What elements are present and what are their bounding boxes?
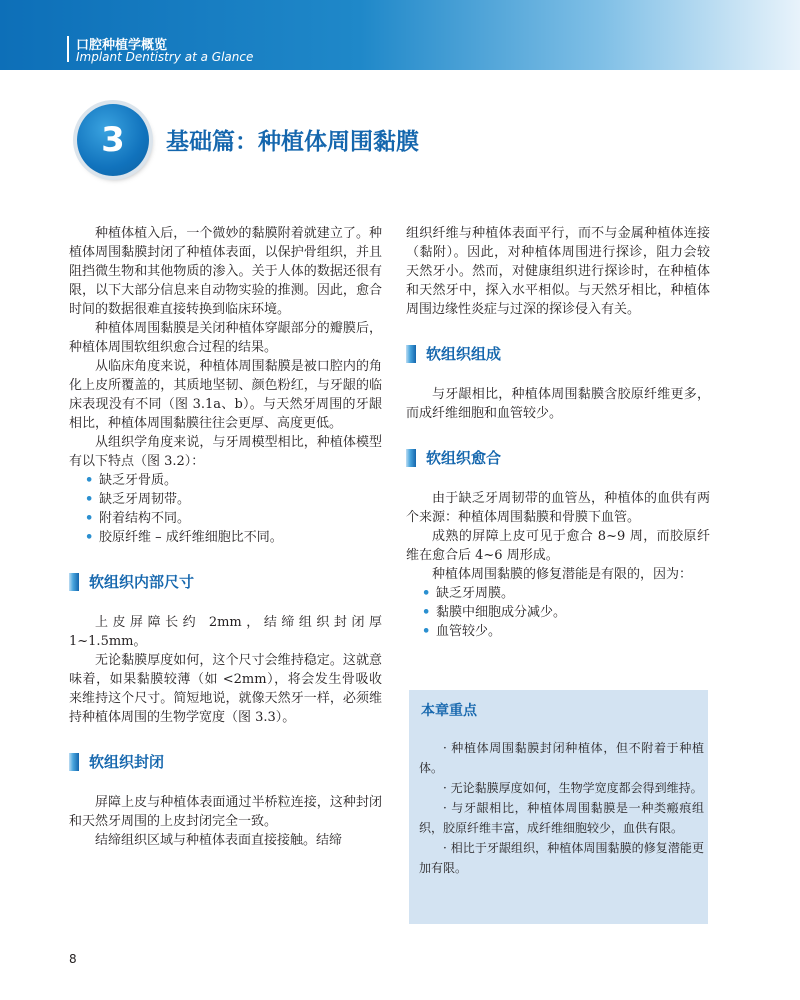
section-heading: 软组织愈合 [406, 447, 710, 469]
bullet-icon: • [422, 624, 431, 639]
section-bar-icon [406, 345, 416, 363]
section-heading: 软组织封闭 [69, 751, 382, 773]
key-points-title: 本章重点 [421, 703, 477, 719]
list-item: • 缺乏牙周膜。 [422, 586, 515, 601]
paragraph: 成熟的屏障上皮可见于愈合 8~9 周，而胶原纤维在愈合后 4~6 周形成。 [406, 529, 710, 563]
bullet-icon: • [85, 473, 94, 488]
paragraph: 结缔组织区域与种植体表面直接接触。结缔 [95, 833, 343, 848]
bullet-icon: • [422, 586, 431, 601]
header-bar [0, 0, 800, 70]
list-item: • 黏膜中细胞成分减少。 [422, 605, 567, 620]
book-title-cn: 口腔种植学概览 [76, 38, 168, 53]
section-bar-icon [406, 449, 416, 467]
paragraph: 种植体周围黏膜是关闭种植体穿龈部分的瓣膜后，种植体周围软组织愈合过程的结果。 [69, 321, 382, 355]
key-points-body [419, 738, 704, 878]
page-number: 8 [69, 952, 77, 966]
section-bar-icon [69, 573, 79, 591]
header-divider [67, 36, 69, 62]
bullet-icon: • [422, 605, 431, 620]
list-item: • 附着结构不同。 [85, 511, 191, 526]
section-bar-icon [69, 753, 79, 771]
section-heading: 软组织组成 [406, 343, 710, 365]
list-item: • 胶原纤维 – 成纤维细胞比不同。 [85, 530, 283, 545]
paragraph: 屏障上皮与种植体表面通过半桥粒连接，这种封闭和天然牙周围的上皮封闭完全一致。 [69, 795, 382, 829]
left-column [69, 224, 382, 850]
list-item: • 血管较少。 [422, 624, 502, 639]
bullet-icon: • [85, 492, 94, 507]
list-item: • 缺乏牙周韧带。 [85, 492, 191, 507]
bullet-list [406, 584, 710, 641]
paragraph: 无论黏膜厚度如何，这个尺寸会维持稳定。这就意味着，如果黏膜较薄（如 <2mm），将会发生骨吸收来维持这个尺寸。简短地说，就像天然牙一样，必须维持种植体周围的生物学宽度（图 3.3）。 [69, 653, 382, 725]
chapter-title: 基础篇：种植体周围黏膜 [166, 129, 419, 155]
paragraph: 上皮屏障长约 2mm，结缔组织封闭厚 1~1.5mm。 [69, 615, 382, 649]
right-column [406, 224, 710, 641]
section-heading: 软组织内部尺寸 [69, 571, 382, 593]
paragraph: 种植体周围黏膜的修复潜能是有限的，因为： [432, 567, 693, 582]
paragraph: 组织纤维与种植体表面平行，而不与金属种植体连接（黏附）。因此，对种植体周围进行探诊，阻力会较天然牙小。然而，对健康组织进行探诊时，在种植体和天然牙中，探入水平相似。与天然牙相比，种植体周围边缘性炎症与过深的探诊侵入有关。 [406, 226, 710, 317]
key-point: · 与牙龈相比，种植体周围黏膜是一种类瘢痕组织，胶原纤维丰富，成纤维细胞较少，血供有限。 [419, 801, 704, 835]
list-item: • 缺乏牙骨质。 [85, 473, 178, 488]
key-point: · 无论黏膜厚度如何，生物学宽度都会得到维持。 [443, 781, 703, 795]
book-title-en: Implant Dentistry at a Glance [76, 50, 254, 64]
paragraph: 由于缺乏牙周韧带的血管丛，种植体的血供有两个来源：种植体周围黏膜和骨膜下血管。 [406, 491, 710, 525]
key-point: · 种植体周围黏膜封闭种植体，但不附着于种植体。 [419, 741, 704, 775]
chapter-number-badge: 3 [77, 104, 149, 176]
bullet-icon: • [85, 530, 94, 545]
bullet-icon: • [85, 511, 94, 526]
paragraph: 种植体植入后，一个微妙的黏膜附着就建立了。种植体周围黏膜封闭了种植体表面，以保护骨组织，并且阻挡微生物和其他物质的渗入。关于人体的数据还很有限，以下大部分信息来自动物实验的推测。因此，愈合时间的数据很难直接转换到临床环境。 [69, 226, 382, 317]
key-points-box [409, 690, 708, 924]
paragraph: 从组织学角度来说，与牙周模型相比，种植体模型有以下特点（图 3.2）： [69, 435, 382, 469]
paragraph: 从临床角度来说，种植体周围黏膜是被口腔内的角化上皮所覆盖的，其质地坚韧、颜色粉红，与牙龈的临床表现没有不同（图 3.1a、b）。与天然牙周围的牙龈相比，种植体周围黏膜往往会更厚、高度更低。 [69, 359, 382, 431]
key-point: · 相比于牙龈组织，种植体周围黏膜的修复潜能更加有限。 [419, 841, 704, 875]
bullet-list [69, 471, 382, 547]
paragraph: 与牙龈相比，种植体周围黏膜含胶原纤维更多，而成纤维细胞和血管较少。 [406, 387, 710, 421]
